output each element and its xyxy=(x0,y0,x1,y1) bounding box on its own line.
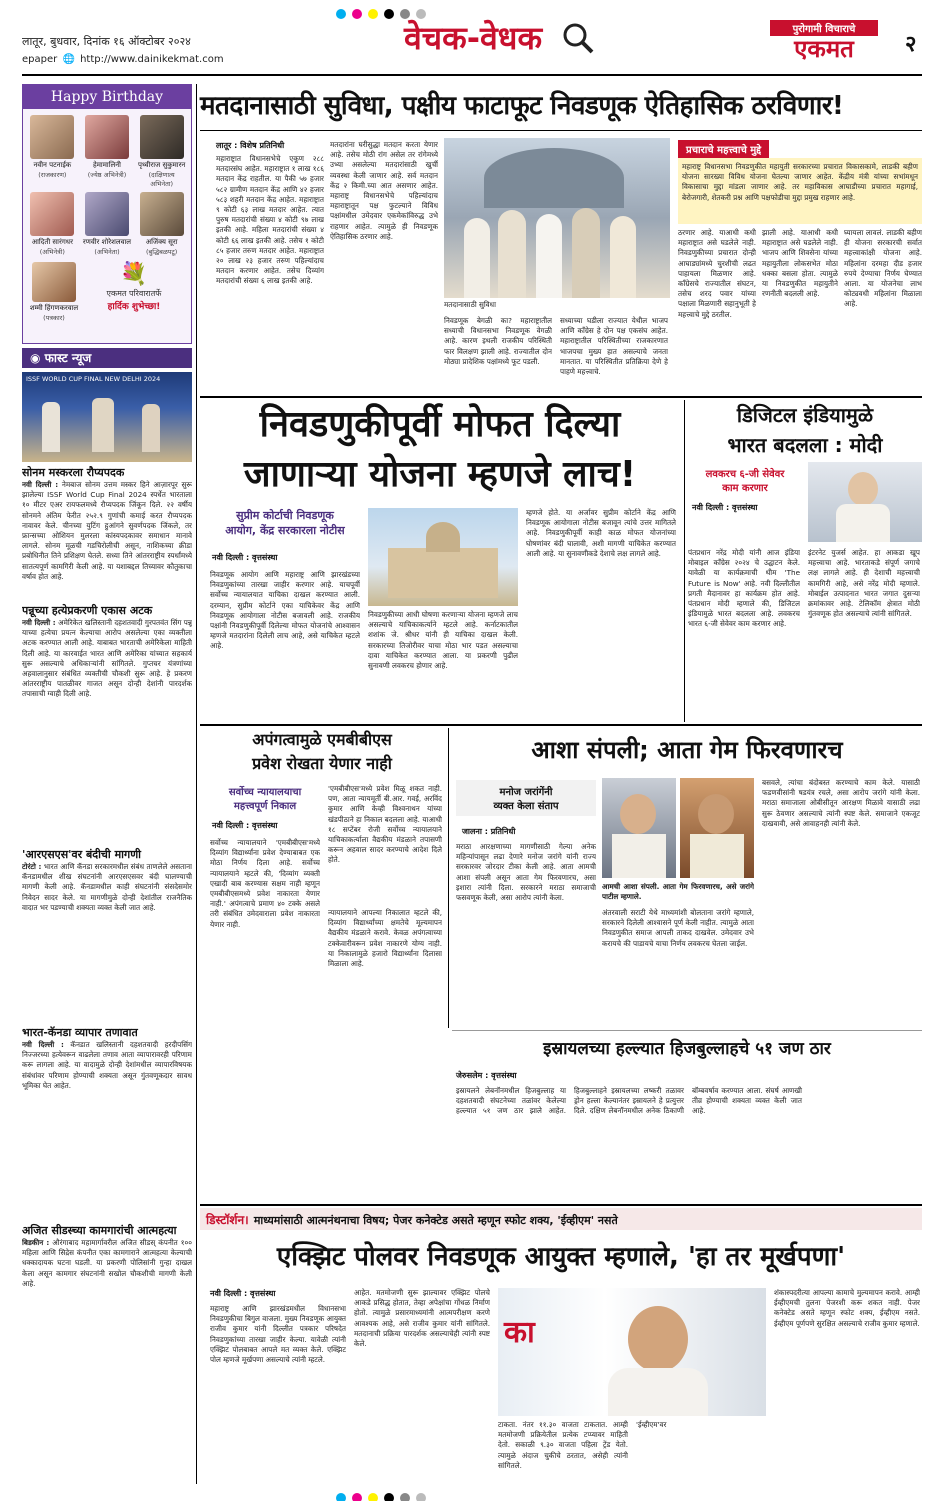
exit-poll-text-col4: शंकास्पदरीत्या आपल्या कामाचे मुल्यमापन करावे. आम्ही ईव्हीएमची तुलना पेजरशी करू शकत नाही. पेजर कनेक्टेड असते म्हणून स्फोट शक्य, ईव्हीएम नसते. ईव्हीएम पूर्णपणे सुरक्षित असल्याचे राजीव कुमार म्हणाले. xyxy=(774,1288,920,1328)
exit-poll-text-col2: आहेत. मतमोजणी सुरू झाल्यावर एक्झिट पोलचे आकडे प्रसिद्ध होतात, तेव्हा अपेक्षांचा गोंधळ निर्माण होतो. त्यामुळे प्रसारमाध्यमांनी आत्मपरीक्षण करणे आवश्यक आहे, असे राजीव कुमार यांनी सांगितले. मतदानाची प्रक्रिया पारदर्शक असल्याचेही त्यांनी स्पष्ट केले. xyxy=(354,1288,490,1349)
distortion-strip xyxy=(200,1208,922,1230)
israel-headline: इस्रायलच्या हल्ल्यात हिजबुल्लाहचे ५१ जण ठार xyxy=(543,1039,831,1059)
globe-icon: 🌐 xyxy=(62,54,75,65)
mbbs-text-col3: न्यायालयाने आपल्या निकालात म्हटले की, दिव्यांग विद्यार्थ्यांच्या क्षमतेचे मूल्यमापन वैद्यकीय मंडळाने करावे. केवळ अपंगत्वाच्या टक्केवारीवरून प्रवेश नाकारणे योग्य नाही. या निकालामुळे हजारो विद्यार्थ्यांना दिलासा मिळाला आहे. xyxy=(328,908,442,969)
fast-news-header xyxy=(22,348,192,368)
tagline: पुरोगामी विचाराचे xyxy=(770,20,878,36)
subhead-line2: महत्त्वपूर्ण निकाल xyxy=(233,801,297,812)
box-col-c: घ्यायला लावलं. लाडकी बहीण ही योजना सरकारची सर्वात महत्त्वाकांक्षी योजना आहे. महिलांना दरमहा दीड हजार रुपये देण्याचा निर्णय घेण्यात आला. या योजनेचा लाभ कोट्यवधी महिलांना मिळाला आहे. xyxy=(844,228,922,309)
fadnavis-photo xyxy=(602,778,676,878)
mbbs-headline-2: प्रवेश रोखता येणार नाही xyxy=(252,754,392,773)
person-role: (अभिनेता) xyxy=(94,248,120,256)
digital-text-col1: पंतप्रधान नरेंद्र मोदी यांनी आज इंडिया मोबाइल काँग्रेस २०२४ चे उद्घाटन केले. यावेळी या कार्यक्रमाची थीम 'The Future is Now' आहे. नवी दिल्लीतील प्रगती मैदानावर हा कार्यक्रम होत आहे. पंतप्रधान मोदी म्हणाले की, डिजिटल इंडियामुळे भारत बदलला आहे. लवकरच भारत ६-जी सेवेवर काम करणार आहे. xyxy=(688,548,800,629)
asha-headline: आशा संपली; आता गेम फिरवणारच xyxy=(531,736,843,764)
person-name: शम्मी हिंगणकरवाल xyxy=(29,304,79,312)
digital-subhead xyxy=(688,466,802,494)
freebies-text-col2: निवडणुकीच्या आधी घोषणा करणाऱ्या योजना म्हणजे लाच असल्याचे याचिकाकर्त्याने म्हटले आहे. कर्नाटकातील शशांक जे. श्रीधर यांनी ही याचिका दाखल केली. सरकारच्या तिजोरीवर याचा मोठा भार पडत असल्याचा दावा याचिकेत करण्यात आला. या प्रकरणी पुढील सुनावणी लवकरच होणार आहे. xyxy=(368,610,518,671)
person-name: आदिती सारंगधर xyxy=(31,238,73,246)
news-item xyxy=(22,1224,192,1418)
asha-text-col2: अंतरवाली सराटी येथे माध्यमांशी बोलताना जरांगे म्हणाले, सरकारने दिलेली आश्वासने पूर्ण केली नाहीत. त्यामुळे आता निवडणुकीत समाज आपली ताकद दाखवेल. उमेदवार उभे करायचे की पाडायचे याचा निर्णय लवकरच घेतला जाईल. xyxy=(602,908,754,948)
mbbs-subhead xyxy=(210,784,320,812)
person-role: (दाक्षिणात्य अभिनेता) xyxy=(148,171,175,188)
freebies-dateline: नवी दिल्ली : वृत्तसंस्था xyxy=(212,553,278,562)
dateline: लातूर, बुधवार, दिनांक १६ ऑक्टोबर २०२४ xyxy=(22,35,191,48)
avatar xyxy=(30,192,74,236)
wish-line1: एकमत परिवारातर्फे xyxy=(106,289,162,298)
asha-story xyxy=(452,728,922,1028)
news-text: औरंगाबाद महामार्गावरील अजित सीडस् कंपनीत १०० महिला आणि सिद्रेस कंपनीत एका कामगाराने आत्महत्या केल्याची धक्कादायक घटना घडली. या प्रकरणी पोलिसांनी गुन्हा दाखल केला असून कामगार संघटनांनी सखोल चौकशीची मागणी केली आहे. xyxy=(22,1238,192,1288)
birthday-box xyxy=(22,84,192,344)
lead-text-col4: सध्याच्या घडीला राज्यात येथील भाजप आणि काँग्रेस हे दोन पक्ष एकसंघ आहेत. महाराष्ट्रातील परिस्थितीच्या राजकारणात भाजपचा मुख्य हात असल्याचे जनता मानतात. या परिस्थितीत प्रतिक्रिया देणे हे पाहणे महत्त्वाचे. xyxy=(560,316,668,377)
jarange-photo xyxy=(680,778,754,878)
freebies-headline-2: जाणाऱ्या योजना म्हणजे लाच! xyxy=(243,454,637,495)
mbbs-text-col1: सर्वोच्च न्यायालयाने 'एमबीबीएस'मध्ये दिव्यांग विद्यार्थ्यांना प्रवेश देण्याबाबत एक मोठा निर्णय दिला आहे. सर्वोच्च न्यायालयाने म्हटले की, 'दिव्यांग व्यक्ती एखादी बाब करण्यास सक्षम नाही म्हणून एमबीबीएसमध्ये प्रवेश नाकारता येणार नाही.' अपंगत्वाचे प्रमाण ४० टक्के असले तरी संबंधित उमेदवाराला प्रवेश नाकारता येणार नाही. xyxy=(210,838,320,929)
birthday-grid xyxy=(23,109,191,256)
website-link[interactable]: http://www.dainikekmat.com xyxy=(80,54,224,65)
brand-block xyxy=(770,20,878,63)
box-text: महाराष्ट्र विधानसभा निवडणुकीत महायुती सरकारच्या प्रचारात विकासकामे, लाडकी बहीण योजना सारख्या विविध योजना घेतल्या जाणार आहेत. केंद्रीय मंत्री यांच्या सभांमधून विकासाचा मुद्दा मांडला जाणार आहे. तर महाविकास आघाडीच्या प्रचारात महागाई, बेरोजगारी, शेतकरी प्रश्न आणि पक्षफोडीचा मुद्दा प्रमुख राहणार आहे. xyxy=(678,158,922,224)
box-col-a: ठरणार आहे. याआधी कधी महाराष्ट्रात असे घडलेले नाही. निवडणुकीच्या प्रचारात दोन्ही आघाड्यांमध्ये चुरशीची लढत पाहायला मिळणार आहे. काँग्रेसचे राज्यातील संघटन, तसेच शरद पवार यांच्या पक्षाला मिळणारी सहानुभूती हे महत्त्वाचे मुद्दे ठरतील. xyxy=(678,228,756,319)
magnifier-icon xyxy=(560,20,596,56)
news-headline: 'आरएसएस'वर बंदीची मागणी xyxy=(22,848,142,861)
section-title-b: वेधक xyxy=(479,19,543,57)
asha-text-col3: बसवले, त्यांचा बंदोबस्त करण्याचे काम केले. यासाठी फडणवीसांनी षडयंत्र रचले, असा आरोप जरांगे यांनी केला. मराठा समाजाला ओबीसीतून आरक्षण मिळावे यासाठी लढा सुरू ठेवणार असल्याचे त्यांनी स्पष्ट केले. समाजाने एकजूट दाखवावी, असे आवाहनही त्यांनी केले. xyxy=(762,778,920,828)
subhead-line1: सुप्रीम कोर्टाची निवडणूक xyxy=(236,509,334,522)
flower-icon: 💐 xyxy=(120,262,148,287)
mbbs-text-col2: 'एमबीबीएस'मध्ये प्रवेश मिळू शकत नाही. पण, आता न्यायमूर्ती बी.आर. गवई, अरविंद कुमार आणि केव्ही विश्वनाथन यांच्या खंडपीठाने हा निकाल बदलला आहे. याआधी १८ सप्टेंबर रोजी सर्वोच्च न्यायालयाने याचिकाकर्त्याला वैद्यकीय मंडळाने तपासणी करून अहवाल सादर करण्याचे आदेश दिले होते. xyxy=(328,784,442,865)
box-title: प्रचाराचे महत्त्वाचे मुद्दे xyxy=(678,140,769,158)
lead-story xyxy=(200,84,922,394)
person-role: (अभिनेत्री) xyxy=(39,248,65,256)
person-name: रणवीर शोरेशलवाल xyxy=(82,238,132,246)
person-name: हेमामालिनी xyxy=(93,161,121,169)
exit-poll-headline: एक्झिट पोलवर निवडणूक आयुक्त म्हणाले, 'हा तर मूर्खपणा' xyxy=(276,1242,846,1272)
epaper-line xyxy=(22,54,224,65)
digital-dateline: नवी दिल्ली : वृत्तसंस्था xyxy=(692,503,758,512)
news-headline: सोनम मस्करला रौप्यपदक xyxy=(22,466,125,479)
commissioner-photo: का xyxy=(498,1288,766,1416)
lead-text-col3: निवडणूक बेगळी का? महाराष्ट्रातील सध्याची विधानसभा निवडणूक वेगळी आहे. कारण इथली राजकीय परिस्थिती फार विलक्षण झाली आहे. राज्यातील दोन मोठ्या प्रादेशिक पक्षांमध्ये फूट पडली. xyxy=(444,316,552,366)
asha-text-col1: मराठा आरक्षणाच्या मागणीसाठी गेल्या अनेक महिन्यांपासून लढा देणारे मनोज जरांगे यांनी राज्य सरकारवर जोरदार टीका केली आहे. आता आमची आशा संपली असून आता गेम फिरवणारच, असा इशारा त्यांनी दिला. सरकारने मराठा समाजाची फसवणूक केली, असा आरोप त्यांनी केला. xyxy=(456,842,596,903)
subhead-line1: सर्वोच्च न्यायालयाचा xyxy=(228,787,302,798)
digital-headline-1: डिजिटल इंडियामुळे xyxy=(736,403,874,427)
lead-dateline: लातूर : विशेष प्रतिनिधी xyxy=(216,141,285,150)
person-name: पृथ्वीराज सुकुमारन xyxy=(137,161,186,169)
asha-caption: आमची आशा संपली. आता गेम फिरवणारच, असे जरांगे पाटील म्हणाले. xyxy=(602,882,754,902)
fast-news-photo xyxy=(22,372,192,462)
registration-marks xyxy=(336,4,432,23)
freebies-story xyxy=(200,400,680,722)
birthday-person xyxy=(27,192,78,256)
asha-subhead xyxy=(456,780,596,816)
israel-story xyxy=(452,1034,922,1202)
epaper-label: epaper xyxy=(22,54,58,65)
person-role: (ज्येष्ठ अभिनेत्री) xyxy=(87,171,127,179)
person-name: नवीन पटनाईक xyxy=(33,161,72,169)
person-name: अजिंक्य सूरा xyxy=(145,238,178,246)
news-text: भारत आणि कॅनडा सरकारमधील संबंध ताणलेले असताना कॅनडामधील शीख संघटनांनी आरएसएसवर बंदी घालण्याची मागणी केली आहे. कॅनडामधील काही संघटनांनी संसदेसमोर निवेदन सादर केले. या मागणीमुळे दोन्ही देशांतील राजनैतिक वादात भर पडण्याची शक्यता व्यक्त केली जात आहे. xyxy=(22,862,192,912)
person-role: (बुद्धिबळपटू) xyxy=(146,248,178,256)
birthday-person xyxy=(136,192,187,256)
photo-caption: ISSF WORLD CUP FINAL NEW DELHI 2024 xyxy=(26,375,161,383)
digital-text-col2: इंटरनेट युजर्स आहेत. हा आकडा खूप महत्त्वाचा आहे. भारताकडे संपूर्ण जगाचे लक्ष लागले आहे. ही देशाची महत्त्वाची कामगिरी आहे, असे नरेंद्र मोदी म्हणाले. मोबाईल उत्पादनात भारत जगात दुसऱ्या क्रमांकावर आहे. टेलिकॉम क्षेत्रात मोठी गुंतवणूक होत असल्याचे त्यांनी सांगितले. xyxy=(808,548,920,619)
freebies-subhead xyxy=(210,508,360,538)
birthday-person xyxy=(27,262,81,322)
news-dateline: टोरंटो : xyxy=(22,862,42,871)
left-column xyxy=(22,84,192,1484)
lead-text-col2: मतदारांना घरीसुद्धा मतदान करता येणार आहे. तसेच मोठी रांग असेल तर रांगेमध्ये उभ्या असलेल्या मतदारांसाठी खुर्ची व्यवस्था केली जाणार आहे. सर्व मतदान केंद्र २ किमी.च्या आत असणार आहेत. महाराष्ट्र विधानसभेचे पहिल्यांदाच महाराष्ट्रातून पक्ष फुटल्याने विविध पक्षांमधील उमेदवार एकमेकांविरुद्ध उभे राहणार आहेत. त्यामुळे ही निवडणूक ऐतिहासिक ठरणार आहे. xyxy=(330,140,438,241)
paper-logo: एकमत xyxy=(794,35,854,63)
page-number: २ xyxy=(905,32,917,57)
lead-text-col1: महाराष्ट्रात विधानसभेचे एकूण २८८ मतदारसंघ आहेत. महाराष्ट्रात १ लाख १८६ मतदान केंद्र राहतील. या पैकी ५७ हजार ५८२ ग्रामीण मतदान केंद्र आणि ४२ हजार ५८३ शहरी मतदान केंद्र आहेत. महाराष्ट्रात ९ कोटी ६३ लाख मतदार आहेत. त्यात पुरुष मतदारांची संख्या ४ कोटी ९७ लाख इतकी आहे. महिला मतदारांची संख्या ४ कोटी ६६ लाख इतकी आहे. तसेच १ कोटी ८५ हजार तरुण मतदार आहेत. महाराष्ट्रात २० लाख २३ हजार तरुण पहिल्यांदाच मतदान करणार आहेत. तसेच दिव्यांग मतदारांची संख्या ६ लाख इतकी आहे. xyxy=(216,154,324,286)
news-item xyxy=(22,1026,192,1220)
exit-poll-evm-label: 'ईव्हीएम'वर xyxy=(636,1420,667,1429)
news-headline: अजित सीडस्च्या कामगारांची आत्महत्या xyxy=(22,1224,177,1237)
lead-photo xyxy=(444,138,670,298)
lead-headline: मतदानासाठी सुविधा, पक्षीय फाटाफूट निवडणूक ऐतिहासिक ठरविणार! xyxy=(200,91,844,121)
lead-photo-caption: मतदानासाठी सुविधा xyxy=(444,300,496,309)
news-dateline: नवी दिल्ली : xyxy=(22,618,56,627)
birthday-person xyxy=(82,192,133,256)
section-title-a: वेचक- xyxy=(404,19,480,57)
freebies-text-col3: म्हणजे होते. या अर्जावर सुप्रीम कोर्टाने केंद्र आणि निवडणूक आयोगाला नोटीस बजावून त्यांचे उत्तर मागितले आहे. निवडणुकीपूर्वी काही काळ मोफत योजनांच्या घोषणांवर बंदी घालावी, अशी मागणी याचिकेत करण्यात आली आहे. या सुनावणीकडे देशाचे लक्ष लागले आहे. xyxy=(526,508,676,558)
avatar xyxy=(85,115,129,159)
fast-news-title: फास्ट न्यूज xyxy=(44,351,92,365)
mbbs-dateline: नवी दिल्ली : वृत्तसंस्था xyxy=(212,821,278,830)
birthday-wish xyxy=(81,262,187,312)
israel-dateline: जेरुसलेम : वृत्तसंस्था xyxy=(456,1071,517,1080)
person-role: (पत्रकार) xyxy=(43,314,65,322)
subhead-line2: व्यक्त केला संताप xyxy=(493,801,559,812)
avatar xyxy=(30,115,74,159)
exit-poll-text-col1: महाराष्ट्र आणि झारखंडमधील विधानसभा निवडणुकीचा बिगुल वाजला. मुख्य निवडणूक आयुक्त राजीव कुमार यांनी दिल्लीत पत्रकार परिषदेत निवडणुकांच्या तारखा जाहीर केल्या. यावेळी त्यांनी एक्झिट पोलबाबत आपले मत व्यक्त केले. एक्झिट पोल म्हणजे मूर्खपणा असल्याचे त्यांनी म्हटले. xyxy=(210,1304,346,1365)
news-item xyxy=(22,466,192,600)
digital-story xyxy=(688,400,922,722)
wish-line2: हार्दिक शुभेच्छा! xyxy=(107,302,161,312)
freebies-headline-1: निवडणुकीपूर्वी मोफत दिल्या xyxy=(259,404,621,445)
news-headline: भारत-कॅनडा व्यापार तणावात xyxy=(22,1026,138,1039)
mbbs-headline-1: अपंगत्वामुळे एमबीबीएस xyxy=(252,730,392,749)
asha-dateline: जालना : प्रतिनिधी xyxy=(462,827,516,836)
news-dateline: नवी दिल्ली : xyxy=(22,480,59,489)
news-item xyxy=(22,848,192,1022)
modi-photo xyxy=(808,462,922,542)
news-text: कॅनडात खलिस्तानी दहशतवादी हरदीपसिंग निज्जरच्या हत्येवरून वाढलेला तणाव आता व्यापारावरही परिणाम करू लागला आहे. या वादामुळे दोन्ही देशांमधील व्यापारविषयक संबंधांवर परिणाम होण्याची शक्यता असून गुंतवणूकदार सावध भूमिका घेत आहेत. xyxy=(22,1040,192,1090)
exit-poll-story xyxy=(200,1232,922,1484)
israel-text: इस्रायलने लेबनॉनमधील हिजबुल्लाह या दहशतवादी संघटनेच्या तळांवर केलेल्या हल्ल्यात ५१ जण ठार झाले आहेत. हिजबुल्लाहने इस्रायलच्या लष्करी तळावर ड्रोन हल्ला केल्यानंतर इस्रायलने हे प्रत्युत्तर दिले. दक्षिण लेबनॉनमधील अनेक ठिकाणी बॉम्बवर्षाव करण्यात आला. संघर्ष आणखी तीव्र होण्याची शक्यता व्यक्त केली जात आहे. xyxy=(456,1086,802,1116)
news-dateline: नवी दिल्ली : xyxy=(22,1040,64,1049)
news-item xyxy=(22,604,192,844)
camera-icon: ◉ xyxy=(30,351,45,365)
news-text: नेमबाज सोनम उत्तम मस्कर हिने आज़ारपूर सुरू झालेल्या ISSF World Cup Final 2024 स्पर्धेत भारताला १० मीटर एअर रायफलमध्ये रौप्यपदक जिंकून दिले. २२ वर्षीय सोनमने अंतिम फेरीत २५२.९ गुणांची कमाई करत रौप्यपदक नावावर केले. चीनच्या युटिंग हुआंगने सुवर्णपदक जिंकले, तर फ्रान्सच्या ओशियन मुलरला कांस्यपदकावर समाधान मानावे लागले. सोनम मूळची गडचिरोलीची असून, नाशिकच्या क्रीडा प्रबोधिनीत तिने प्रशिक्षण घेतले. सध्या तिने आंतरराष्ट्रीय स्पर्धांमध्ये सातत्यपूर्ण कामगिरी केली आहे. या यशाबद्दल तिच्यावर कौतुकाचा वर्षाव होत आहे. xyxy=(22,480,192,581)
avatar xyxy=(32,262,76,302)
distortion-text: माध्यमांसाठी आत्मनंथनाचा विषय; पेजर कनेक्टेड असते म्हणून स्फोट शक्य, 'ईव्हीएम' नसते xyxy=(253,1214,618,1227)
news-dateline: बिडकीन : xyxy=(22,1238,50,1247)
birthday-person xyxy=(27,115,78,188)
subhead-line2: काम करणार xyxy=(722,483,768,494)
avatar xyxy=(140,192,184,236)
subhead-line2: आयोग, केंद्र सरकारला नोटीस xyxy=(225,524,345,537)
mbbs-story xyxy=(200,728,444,1028)
news-text: अमेरिकेत खलिस्तानी दहशतवादी गुरपतवंत सिंग पन्नू याच्या हत्येचा प्रयत्न केल्याचा आरोप असलेल्या एका व्यक्तीला अटक करण्यात आली आहे. याबाबत भारताची अमेरिकेला माहिती दिली आहे. या कारवाईत भारत आणि अमेरिका यांच्यात सहकार्य सुरू असल्याचे अधिकाऱ्यांनी सांगितले. गुप्तचर यंत्रणांच्या अहवालानुसार संबंधित व्यक्तीची चौकशी सुरू आहे. हे प्रकरण आंतरराष्ट्रीय पातळीवर गाजत असून दोन्ही देशांनी पारदर्शक तपासाची ग्वाही दिली आहे. xyxy=(22,618,192,699)
freebies-text-col1: निवडणूक आयोग आणि महाराष्ट्र आणि झारखंडच्या निवडणुकांच्या तारखा जाहीर करणार आहे. याचपूर्वी सर्वोच्च न्यायालयात याचिका दाखल करण्यात आली. दरम्यान, सुप्रीम कोर्टाने एका याचिकेवर केंद्र आणि निवडणूक आयोगाला नोटीस बजावली आहे. राजकीय पक्षांनी निवडणुकीपूर्वी दिलेल्या मोफत योजनांचे आश्वासन म्हणजे मतदारांना दिलेली लाच आहे, असे याचिकेत म्हटले आहे. xyxy=(210,570,360,651)
box-col-b: झाली आहे. याआधी कधी महाराष्ट्रात असे घडलेले नाही. भाजप आणि शिवसेना यांच्या महायुतीला लोकसभेत मोठा धक्का बसला होता. त्यामुळे या निवडणुकीत महायुतीने रणनीती बदलली आहे. xyxy=(762,228,838,299)
birthday-person xyxy=(82,115,133,188)
masthead xyxy=(0,0,945,88)
birthday-person xyxy=(136,115,187,188)
court-photo xyxy=(368,508,518,606)
subhead-line1: मनोज जरांगेंनी xyxy=(499,787,553,798)
person-role: (राजकारण) xyxy=(38,171,67,179)
avatar xyxy=(140,115,184,159)
registration-marks-bottom xyxy=(336,1488,432,1501)
fast-news-list xyxy=(22,466,192,1484)
avatar xyxy=(85,192,129,236)
exit-poll-text-col3: टाकता. नंतर ११.३० वाजता टाकतात. आम्ही मतमोजणी प्रक्रियेतील प्रत्येक टप्प्यावर माहिती देतो. सकाळी ९.३० वाजता पहिला ट्रेंड येतो. त्यामुळे अंदाज चुकीचे ठरतात, असेही त्यांनी सांगितले. xyxy=(498,1420,628,1470)
exit-poll-dateline: नवी दिल्ली : वृत्तसंस्था xyxy=(210,1289,276,1298)
news-headline: पन्नूच्या हत्येप्रकरणी एकास अटक xyxy=(22,604,153,617)
birthday-footer xyxy=(23,256,191,322)
digital-headline-2: भारत बदलला : मोदी xyxy=(727,433,883,457)
birthday-title: Happy Birthday xyxy=(23,85,191,109)
distortion-tag: डिस्टॉर्शन। xyxy=(206,1213,249,1227)
subhead-line1: लवकरच ६-जी सेवेवर xyxy=(705,469,785,480)
campaign-box xyxy=(678,138,922,388)
